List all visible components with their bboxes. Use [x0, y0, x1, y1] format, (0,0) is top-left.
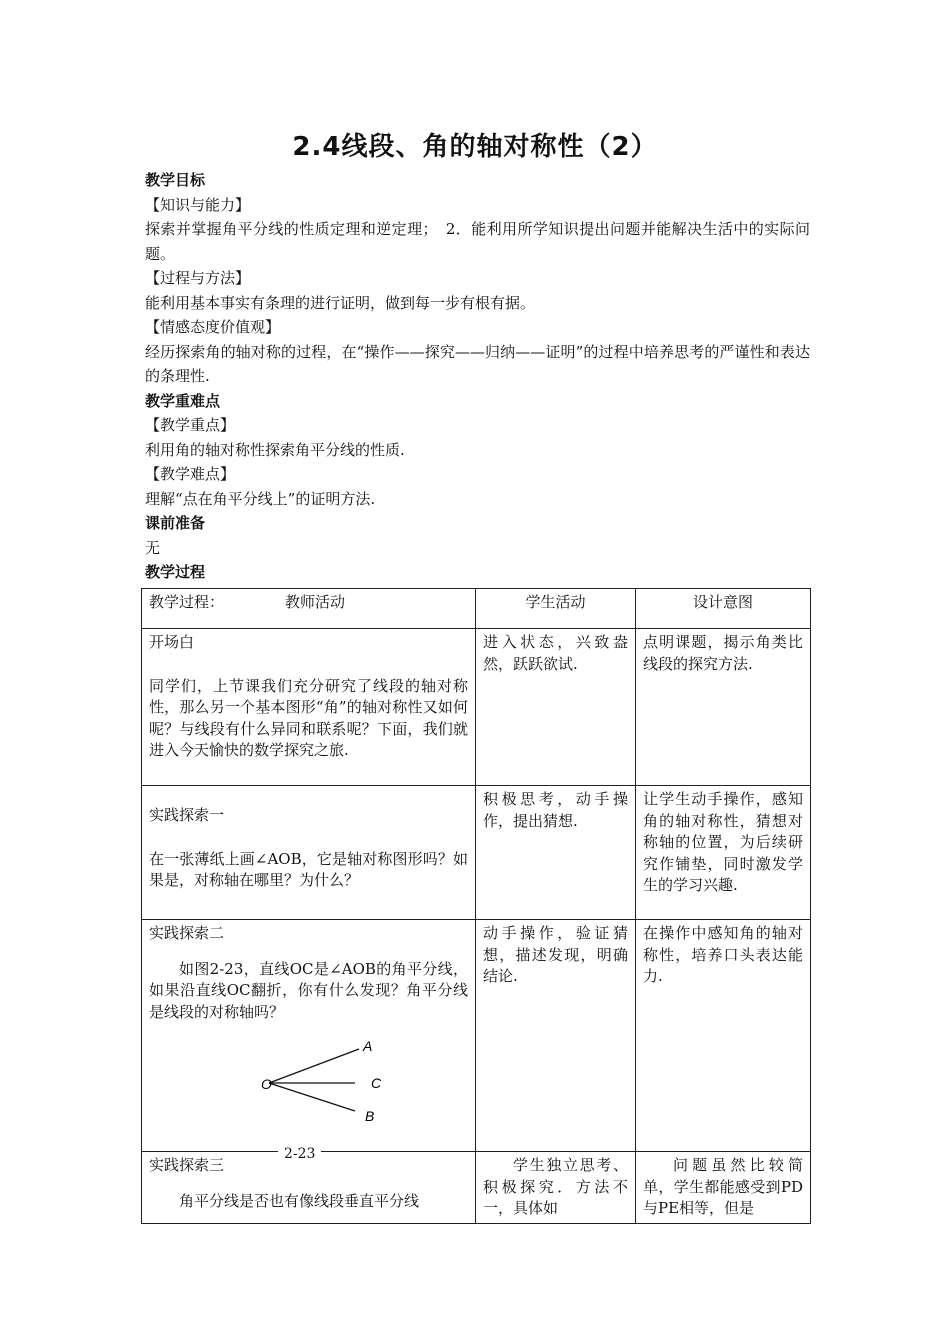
header-student: 学生活动	[476, 589, 636, 629]
header-teacher-label: 教师活动	[285, 593, 346, 611]
design-intent	[636, 1152, 811, 1224]
process-heading: 教学过程	[145, 563, 206, 581]
header-process-label: 教学过程：	[149, 593, 225, 611]
section-title: 实践探索一	[149, 806, 225, 824]
emotion-label: 【情感态度价值观】	[145, 318, 281, 336]
table-row	[142, 920, 811, 1152]
process-method-label: 【过程与方法】	[145, 269, 251, 287]
student-activity	[476, 1152, 636, 1224]
angle-figure	[249, 1031, 389, 1121]
header-teacher	[142, 589, 476, 629]
table-header-row	[142, 589, 811, 629]
teacher-cell	[142, 786, 476, 920]
key-label: 【教学重点】	[145, 416, 236, 434]
teacher-activity: 同学们，上节课我们充分研究了线段的轴对称性，那么另一个基本图形“角”的轴对称性又如何呢？与线段有什么异同和联系呢？下面，我们就进入今天愉快的数学探究之旅.	[149, 676, 468, 759]
knowledge-text: 探索并掌握角平分线的性质定理和逆定理； 2．能利用所学知识提出问题并能解决生活中的实际问题。	[145, 220, 810, 263]
figure-2-23	[149, 1023, 468, 1121]
design-intent: 在操作中感知角的轴对称性，培养口头表达能力.	[636, 920, 811, 1152]
label-c: C	[371, 1075, 382, 1091]
table-row	[142, 629, 811, 786]
difficulty-text: 理解“点在角平分线上”的证明方法.	[145, 489, 376, 508]
section-title: 实践探索三	[149, 1156, 225, 1174]
table-row	[142, 1152, 811, 1224]
teacher-activity: 在一张薄纸上画∠AOB，它是轴对称图形吗？如果是，对称轴在哪里？为什么？	[149, 849, 468, 889]
table-row	[142, 786, 811, 920]
student-activity: 进入状态，兴致盎然，跃跃欲试.	[476, 629, 636, 786]
page-title: 2.4线段、角的轴对称性（2）	[292, 132, 658, 162]
key-text: 利用角的轴对称性探索角平分线的性质.	[145, 440, 405, 459]
teacher-activity: 角平分线是否也有像线段垂直平分线	[179, 1191, 420, 1210]
process-table	[141, 588, 811, 1224]
figure-caption: 2-23	[278, 1146, 321, 1162]
header-intent: 设计意图	[636, 589, 811, 629]
ray-ob	[269, 1083, 355, 1111]
student-activity: 积极思考，动手操作，提出猜想.	[476, 786, 636, 920]
section-title: 开场白	[149, 633, 195, 651]
keypoints-heading: 教学重难点	[145, 391, 221, 410]
prep-text: 无	[145, 538, 161, 557]
teacher-cell	[142, 1152, 476, 1224]
label-a: A	[363, 1038, 373, 1054]
prep-heading: 课前准备	[145, 514, 206, 532]
knowledge-label: 【知识与能力】	[145, 195, 251, 214]
design-intent: 让学生动手操作，感知角的轴对称性，猜想对称轴的位置，为后续研究作铺垫，同时激发学生的学习兴趣.	[636, 786, 811, 920]
emotion-text: 经历探索角的轴对称的过程，在“操作——探究——归纳——证明”的过程中培养思考的严谨性和表达的条理性.	[145, 342, 810, 385]
design-intent: 点明课题，揭示角类比线段的探究方法.	[636, 629, 811, 786]
goals-heading: 教学目标	[145, 171, 206, 189]
process-method-text: 能利用基本事实有条理的进行证明，做到每一步有根有据。	[145, 293, 536, 312]
difficulty-label: 【教学难点】	[145, 465, 236, 483]
label-b: B	[365, 1108, 375, 1121]
label-o: O	[261, 1076, 272, 1092]
ray-oa	[269, 1049, 359, 1083]
section-title: 实践探索二	[149, 924, 225, 942]
student-activity: 动手操作，验证猜想，描述发现，明确结论.	[476, 920, 636, 1152]
lesson-body	[145, 168, 810, 585]
teacher-cell	[142, 920, 476, 1152]
student-activity-text: 学生独立思考、积极探究．方法不一，具体如	[483, 1156, 628, 1217]
teacher-activity: 如图2-23，直线OC是∠AOB的角平分线，如果沿直线OC翻折，你有什么发现？角平分线是线段的对称轴吗？	[149, 959, 468, 1021]
teacher-cell	[142, 629, 476, 786]
design-intent-text: 问题虽然比较简单，学生都能感受到PD与PE相等，但是	[643, 1156, 803, 1217]
